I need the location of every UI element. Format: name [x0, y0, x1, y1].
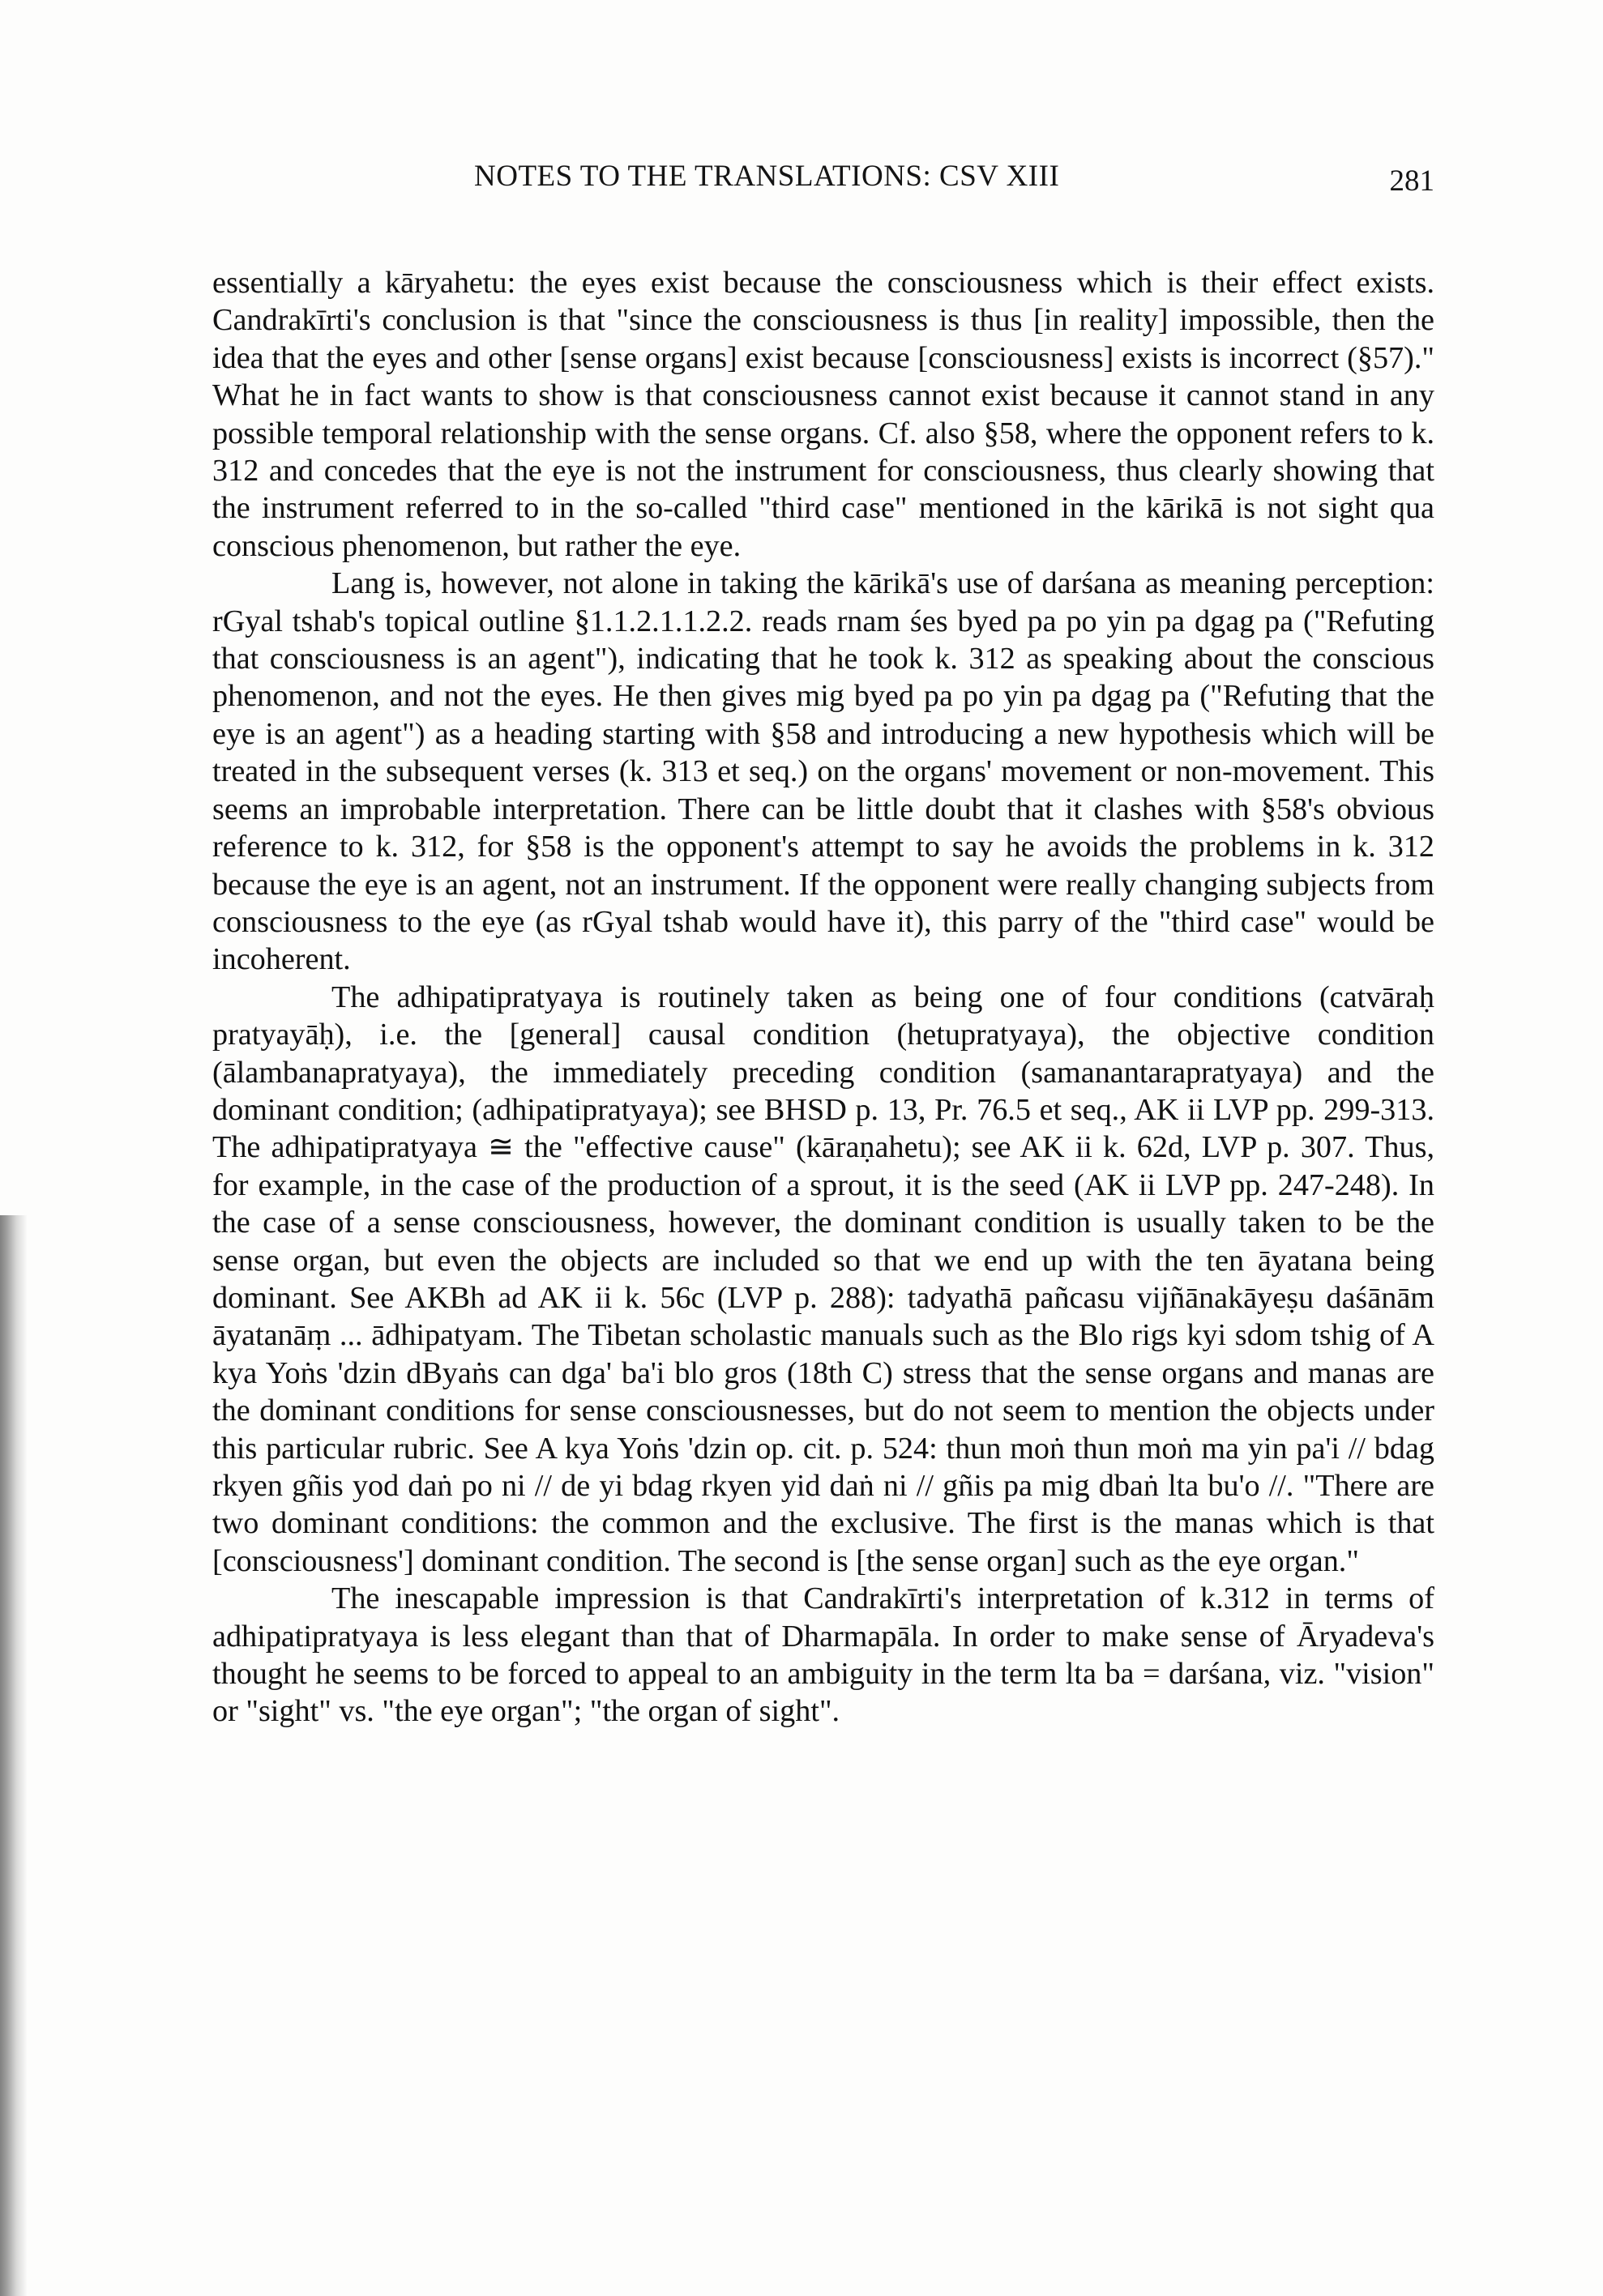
header-title: NOTES TO THE TRANSLATIONS: CSV XIII: [474, 160, 1060, 193]
paragraph-3: The adhipatipratyaya is routinely taken as being one of four conditions (catvāraḥ pratyayāḥ), i.e. the [general] causal condition (hetupratyaya), the objective condition (ālambanapratyaya), the immediately preceding condition (samanantarapratyaya) and the dominant condition; (adhipatipratyaya); see BHSD p. 13, Pr. 76.5 et seq., AK ii LVP pp. 299-313. The adhipatipratyaya ≅ the "effective cause" (kāraṇahetu); see AK ii k. 62d, LVP p. 307. Thus, for example, in the case of the production of a sprout, it is the seed (AK ii LVP pp. 247-248). In the case of a sense consciousness, however, the dominant condition is usually taken to be the sense organ, but even the objects are included so that we end up with the ten āyatana being dominant. See AKBh ad AK ii k. 56c (LVP p. 288): tadyathā pañcasu vijñānakāyeṣu daśānām āyatanāṃ ... ādhipatyam. The Tibetan scholastic manuals such as the Blo rigs kyi sdom tshig of A kya Yoṅs 'dzin dByaṅs can dga' ba'i blo gros (18th C) stress that the sense organs and manas are the dominant conditions for sense consciousnesses, but do not seem to mention the objects under this particular rubric. See A kya Yoṅs 'dzin op. cit. p. 524: thun moṅ thun moṅ ma yin pa'i // bdag rkyen gñis yod daṅ po ni // de yi bdag rkyen yid daṅ ni // gñis pa mig dbaṅ lta bu'o //. "There are two dominant conditions: the common and the exclusive. The first is the manas which is that [consciousness'] dominant condition. The second is [the sense organ] such as the eye organ.": [212, 979, 1434, 1578]
page-number: 281: [1389, 164, 1434, 198]
running-header: [211, 159, 1434, 207]
paragraph-1: essentially a kāryahetu: the eyes exist because the consciousness which is their effect exists. Candrakīrti's conclusion is that "since the consciousness is thus [in reality] impossible, then the idea that the eyes and other [sense organs] exist because [consciousness] exists is incorrect (§57)." What he in fact wants to show is that consciousness cannot exist because it cannot stand in any possible temporal relationship with the sense organs. Cf. also §58, where the opponent refers to k. 312 and concedes that the eye is not the instrument for consciousness, thus clearly showing that the instrument referred to in the so-called "third case" mentioned in the kārikā is not sight qua conscious phenomenon, but rather the eye.: [212, 266, 1434, 563]
paragraph-4: The inescapable impression is that Candrakīrti's interpretation of k.312 in terms of adhipatipratyaya is less elegant than that of Dharmapāla. In order to make sense of Āryadeva's thought he seems to be forced to appeal to an ambiguity in the term lta ba = darśana, viz. "vision" or "sight" vs. "the eye organ"; "the organ of sight".: [212, 1581, 1434, 1729]
scan-shadow: [0, 1215, 28, 2296]
body-text: [212, 264, 1434, 1731]
paragraph-2: Lang is, however, not alone in taking the kārikā's use of darśana as meaning perception: rGyal tshab's topical outline §1.1.2.1.1.2.2. reads rnam śes byed pa po yin pa dgag pa ("Refuting that consciousness is an agent"), indicating that he took k. 312 as speaking about the conscious phenomenon, and not the eyes. He then gives mig byed pa po yin pa dgag pa ("Refuting that the eye is an agent") as a heading starting with §58 and introducing a new hypothesis which will be treated in the subsequent verses (k. 313 et seq.) on the organs' movement or non-movement. This seems an improbable interpretation. There can be little doubt that it clashes with §58's obvious reference to k. 312, for §58 is the opponent's attempt to say he avoids the problems in k. 312 because the eye is an agent, not an instrument. If the opponent were really changing subjects from consciousness to the eye (as rGyal tshab would have it), this parry of the "third case" would be incoherent.: [212, 566, 1434, 977]
